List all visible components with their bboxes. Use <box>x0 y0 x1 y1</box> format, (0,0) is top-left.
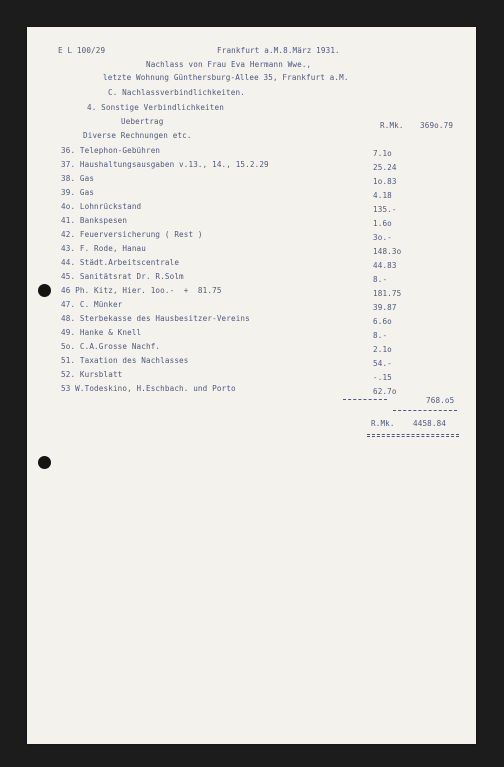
item-description: 4o. Lohnrückstand <box>61 202 142 211</box>
item-amount: 148.3o <box>373 247 402 256</box>
item-amount: 25.24 <box>373 163 397 172</box>
carry-over-label: Uebertrag <box>121 117 164 126</box>
item-amount: 2.1o <box>373 345 392 354</box>
punch-hole-upper <box>38 284 51 297</box>
item-amount: 39.87 <box>373 303 397 312</box>
estate-title: Nachlass von Frau Eva Hermann Wwe., <box>146 60 312 69</box>
item-amount: 1.6o <box>373 219 392 228</box>
item-amount: 44.83 <box>373 261 397 270</box>
item-description: 39. Gas <box>61 188 95 197</box>
item-amount: 135.- <box>373 205 397 214</box>
item-description: 49. Hanke & Knell <box>61 328 142 337</box>
item-description: 42. Feuerversicherung ( Rest ) <box>61 230 203 239</box>
carry-over-amount: 369o.79 <box>420 121 454 130</box>
item-description: 51. Taxation des Nachlasses <box>61 356 189 365</box>
item-amount: 8.- <box>373 331 388 340</box>
item-description: 46 Ph. Kitz, Hier. 1oo.- + 81.75 <box>61 286 222 295</box>
item-description: 44. Städt.Arbeitscentrale <box>61 258 180 267</box>
item-amount: 8.- <box>373 275 388 284</box>
item-amount: 1o.83 <box>373 177 397 186</box>
item-amount: 62.7o <box>373 387 397 396</box>
subsection-heading: 4. Sonstige Verbindlichkeiten <box>87 103 224 112</box>
item-description: 38. Gas <box>61 174 95 183</box>
item-amount: 3o.- <box>373 233 392 242</box>
subtotal-rule <box>393 410 457 411</box>
total-currency: R.Mk. <box>371 419 395 428</box>
item-amount: 4.18 <box>373 191 392 200</box>
punch-hole-lower <box>38 456 51 469</box>
last-address: letzte Wohnung Günthersburg-Allee 35, Frankfurt a.M. <box>103 73 349 82</box>
item-amount: -.15 <box>373 373 392 382</box>
section-heading: C. Nachlassverbindlichkeiten. <box>108 88 245 97</box>
item-description: 45. Sanitätsrat Dr. R.Solm <box>61 272 184 281</box>
misc-invoices-heading: Diverse Rechnungen etc. <box>83 131 192 140</box>
total-double-rule-top <box>367 434 459 435</box>
item-description: 52. Kursblatt <box>61 370 123 379</box>
total-amount: 4458.84 <box>413 419 447 428</box>
item-description: 43. F. Rode, Hanau <box>61 244 146 253</box>
carry-over-currency: R.Mk. <box>380 121 404 130</box>
sum-rule-short <box>343 399 387 400</box>
subtotal-amount: 768.o5 <box>426 396 455 405</box>
item-amount: 54.- <box>373 359 392 368</box>
item-description: 47. C. Münker <box>61 300 123 309</box>
item-description: 53 W.Todeskino, H.Eschbach. und Porto <box>61 384 236 393</box>
item-amount: 7.1o <box>373 149 392 158</box>
place-date: Frankfurt a.M.8.März 1931. <box>217 46 340 55</box>
reference-number: E L 100/29 <box>58 46 106 55</box>
item-description: 41. Bankspesen <box>61 216 128 225</box>
total-double-rule-bottom <box>367 436 459 437</box>
item-description: 36. Telephon-Gebühren <box>61 146 161 155</box>
item-description: 37. Haushaltungsausgaben v.13., 14., 15.2.29 <box>61 160 269 169</box>
item-amount: 6.6o <box>373 317 392 326</box>
item-description: 48. Sterbekasse des Hausbesitzer-Vereins <box>61 314 250 323</box>
item-amount: 181.75 <box>373 289 402 298</box>
document-page <box>27 27 476 744</box>
item-description: 5o. C.A.Grosse Nachf. <box>61 342 161 351</box>
